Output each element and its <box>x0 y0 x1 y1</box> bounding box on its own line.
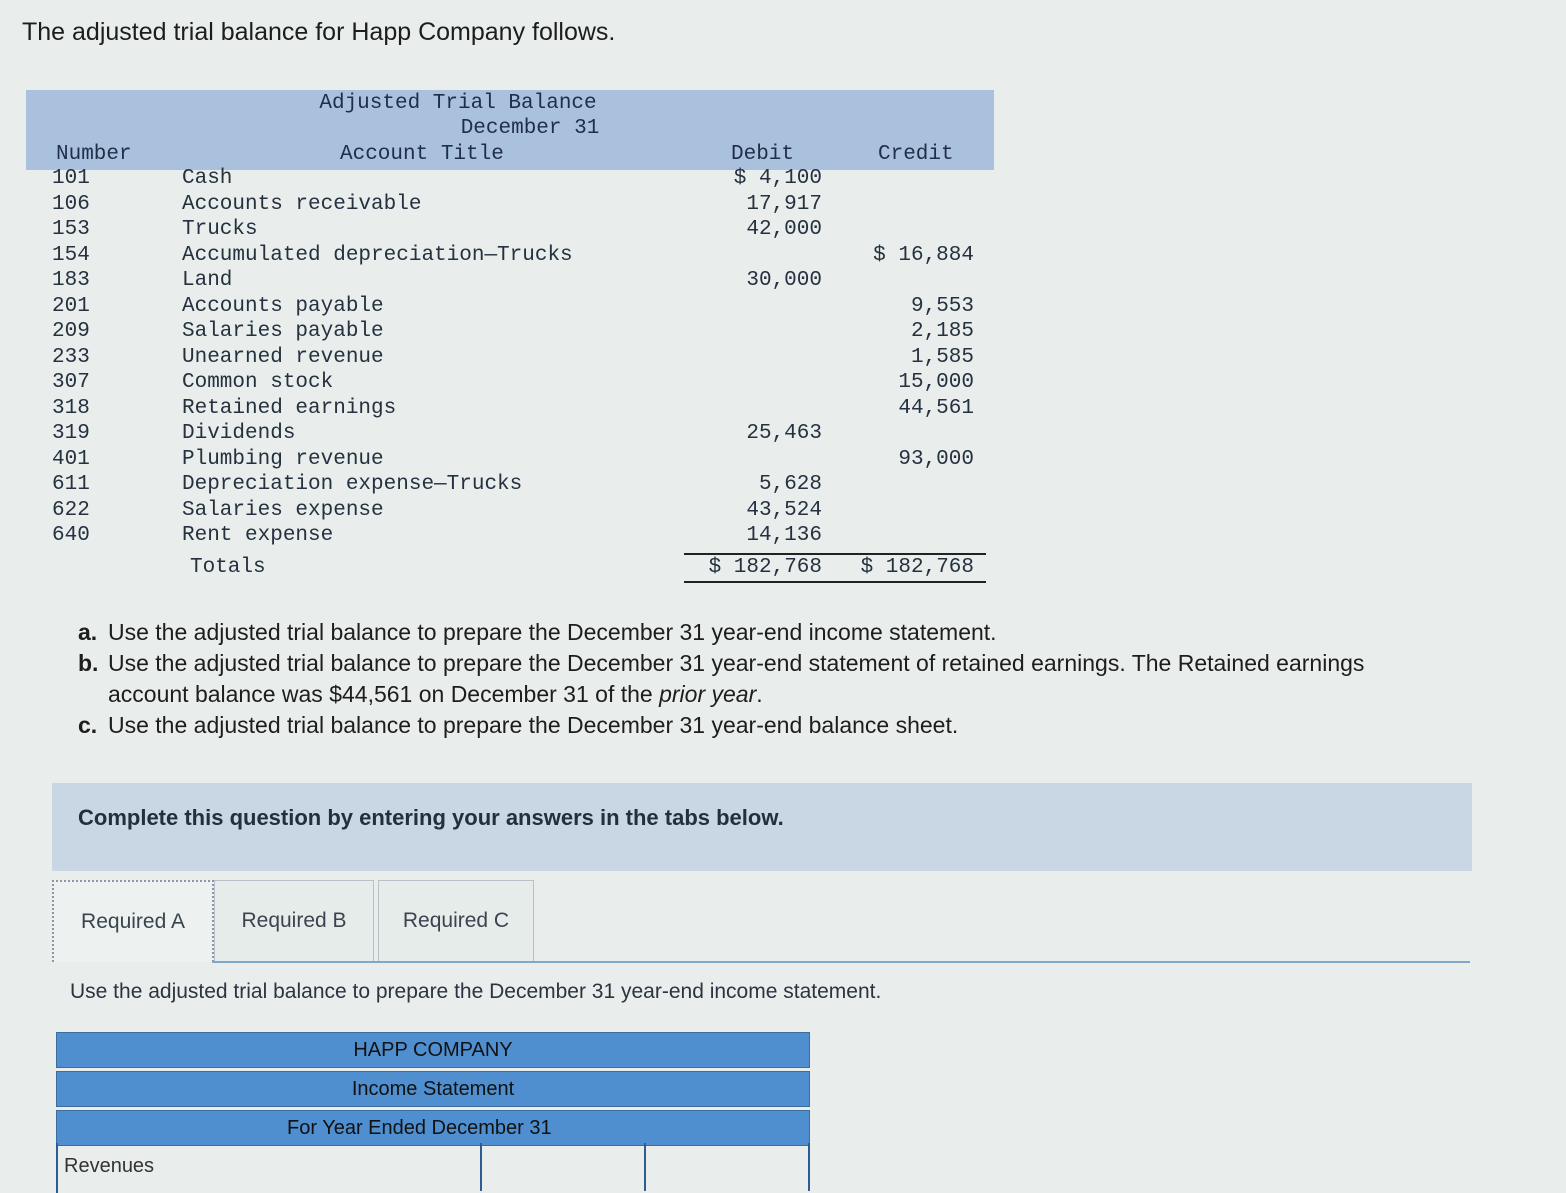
is-amount-input-1[interactable] <box>482 1143 648 1193</box>
credit-amount: 2,185 <box>910 320 974 343</box>
account-number: 640 <box>52 524 90 547</box>
totals-debit: $ 182,768 <box>708 556 822 579</box>
tb-row <box>26 524 994 550</box>
tab-required-c[interactable]: Required C <box>378 880 534 961</box>
question-b-text: Use the adjusted trial balance to prepare the December 31 year-end statement of retained earnings. The Retained earnings <box>108 650 1365 676</box>
col-header-credit: Credit <box>878 143 954 166</box>
totals-row <box>26 556 994 582</box>
account-number: 201 <box>52 294 90 318</box>
account-number: 319 <box>52 422 90 445</box>
is-revenues-label: Revenues <box>64 1155 155 1177</box>
account-number: 401 <box>52 447 90 471</box>
account-title: Accounts receivable <box>182 192 422 216</box>
account-title: Trucks <box>182 218 258 241</box>
tb-row <box>26 193 994 219</box>
is-amount-cell-1[interactable] <box>480 1143 646 1191</box>
account-title: Dividends <box>182 422 296 445</box>
account-title: Salaries payable <box>182 320 384 343</box>
tb-row <box>26 218 994 244</box>
banner-text: Complete this question by entering your answers in the tabs below. <box>78 805 784 830</box>
account-number: 318 <box>52 396 90 420</box>
question-c <box>78 710 1364 741</box>
credit-amount: 1,585 <box>910 345 974 369</box>
tab-required-a[interactable]: Required A <box>52 880 214 962</box>
debit-amount: 14,136 <box>746 524 822 547</box>
account-title: Unearned revenue <box>182 345 384 369</box>
question-b <box>78 648 1364 710</box>
tb-row <box>26 397 994 423</box>
tab-instruction: Use the adjusted trial balance to prepare the December 31 year-end income statement. <box>70 980 882 1003</box>
tb-row <box>26 473 994 499</box>
is-amount-cell-2[interactable] <box>644 1143 810 1191</box>
account-number: 233 <box>52 345 90 369</box>
account-title: Plumbing revenue <box>182 447 384 471</box>
account-title: Accumulated depreciation—Trucks <box>182 243 573 267</box>
credit-amount: 44,561 <box>898 396 974 420</box>
account-number: 106 <box>52 192 90 216</box>
question-c-label: c. <box>78 712 98 738</box>
instruction-banner <box>52 783 1472 871</box>
is-company-name <box>56 1032 810 1068</box>
debit-amount: 25,463 <box>746 422 822 445</box>
account-title: Salaries expense <box>182 498 384 522</box>
account-number: 209 <box>52 320 90 343</box>
intro-text: The adjusted trial balance for Happ Company follows. <box>22 18 616 46</box>
question-c-text: Use the adjusted trial balance to prepare the December 31 year-end balance sheet. <box>108 712 959 738</box>
income-statement <box>56 1032 810 1149</box>
is-statement-text: Income Statement <box>351 1077 515 1100</box>
credit-amount: 15,000 <box>898 371 974 394</box>
debit-amount: $ 4,100 <box>733 167 822 190</box>
account-number: 154 <box>52 243 90 267</box>
tb-row <box>26 448 994 474</box>
tb-row <box>26 346 994 372</box>
question-b-text-2: account balance was $44,561 on December 31 of the <box>108 681 660 707</box>
trial-balance-date: December 31 <box>460 117 600 140</box>
totals-bottom-rule <box>684 581 986 583</box>
tb-row <box>26 499 994 525</box>
debit-amount: 5,628 <box>758 473 822 496</box>
account-title: Cash <box>182 167 233 190</box>
question-a <box>78 617 1364 648</box>
totals-top-rule <box>684 553 986 555</box>
tb-row <box>26 295 994 321</box>
is-revenues-row <box>56 1143 810 1193</box>
tab-required-b[interactable]: Required B <box>214 880 374 961</box>
tb-row <box>26 422 994 448</box>
col-header-account-title: Account Title <box>340 143 504 166</box>
is-left-border <box>56 1143 58 1193</box>
question-b-label: b. <box>78 650 99 676</box>
account-title: Land <box>182 269 233 292</box>
debit-amount: 43,524 <box>746 498 822 522</box>
tb-row <box>26 167 994 193</box>
account-number: 307 <box>52 371 90 394</box>
account-title: Common stock <box>182 371 334 394</box>
tb-row <box>26 244 994 270</box>
account-number: 153 <box>52 218 90 241</box>
debit-amount: 30,000 <box>746 269 822 292</box>
trial-balance-title: Adjusted Trial Balance <box>319 92 597 115</box>
is-period <box>56 1110 810 1146</box>
account-title: Accounts payable <box>182 294 384 318</box>
tb-row <box>26 320 994 346</box>
account-title: Rent expense <box>182 524 334 547</box>
col-header-number: Number <box>56 143 132 166</box>
is-period-text: For Year Ended December 31 <box>287 1116 552 1139</box>
question-a-label: a. <box>78 619 98 645</box>
credit-amount: 93,000 <box>898 447 974 471</box>
question-a-text: Use the adjusted trial balance to prepare the December 31 year-end income statement. <box>108 619 997 645</box>
question-b-end: . <box>756 681 763 707</box>
col-header-debit: Debit <box>731 143 795 166</box>
tb-row <box>26 371 994 397</box>
account-title: Depreciation expense—Trucks <box>182 473 523 496</box>
credit-amount: $ 16,884 <box>873 243 974 267</box>
debit-amount: 42,000 <box>746 218 822 241</box>
account-number: 611 <box>52 473 90 496</box>
tab-divider <box>212 961 1470 963</box>
is-amount-input-2[interactable] <box>646 1143 812 1193</box>
is-company-text: HAPP COMPANY <box>353 1038 513 1061</box>
totals-label: Totals <box>190 556 266 579</box>
account-number: 101 <box>52 167 90 190</box>
tb-row <box>26 269 994 295</box>
question-b-emphasis: prior year <box>659 681 757 707</box>
debit-amount: 17,917 <box>746 192 822 216</box>
totals-credit: $ 182,768 <box>860 556 974 579</box>
question-list <box>78 617 1364 741</box>
account-title: Retained earnings <box>182 396 397 420</box>
credit-amount: 9,553 <box>910 294 974 318</box>
account-number: 622 <box>52 498 90 522</box>
account-number: 183 <box>52 269 90 292</box>
is-statement-name <box>56 1071 810 1107</box>
